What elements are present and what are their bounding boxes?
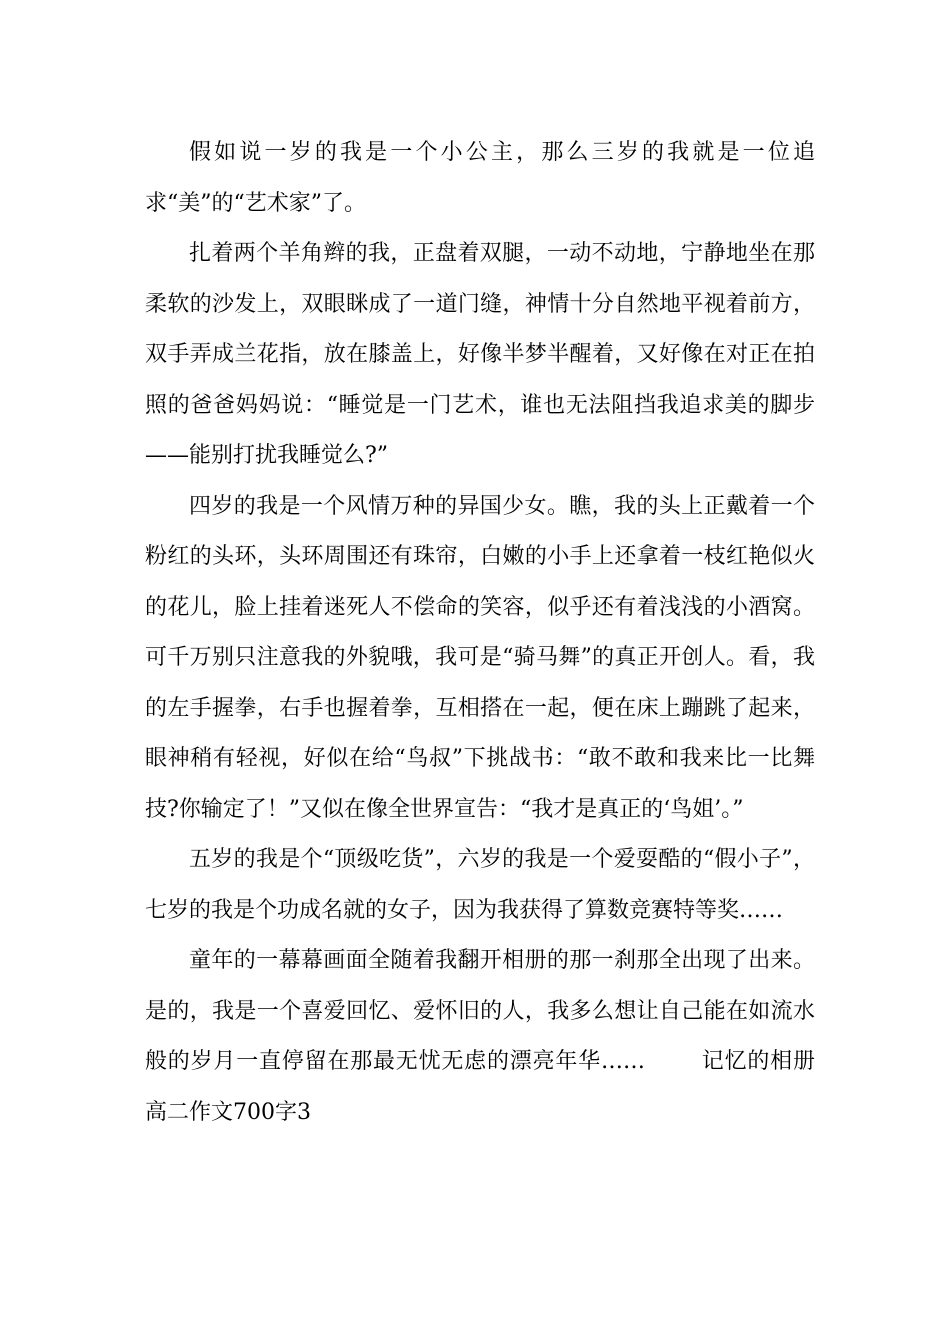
next-article-title: 记忆的相册高二作文700字3 [145, 1049, 815, 1125]
paragraph-2: 扎着两个羊角辫的我，正盘着双腿，一动不动地，宁静地坐在那柔软的沙发上，双眼眯成了一道门缝，神情十分自然地平视着前方，双手弄成兰花指，放在膝盖上，好像半梦半醒着，又好像在对正在拍照的爸爸妈妈说：“睡觉是一门艺术，谁也无法阻挡我追求美的脚步——能别打扰我睡觉么?” [145, 241, 815, 468]
paragraph-3: 四岁的我是一个风情万种的异国少女。瞧，我的头上正戴着一个粉红的头环，头环周围还有珠帘，白嫩的小手上还拿着一枝红艳似火的花儿，脸上挂着迷死人不偿命的笑容，似乎还有着浅浅的小酒窝。可千万别只注意我的外貌哦，我可是“骑马舞”的真正开创人。看，我的左手握拳，右手也握着拳，互相搭在一起，便在床上蹦跳了起来，眼神稍有轻视，好似在给“鸟叔”下挑战书：“敢不敢和我来比一比舞技?你输定了！”又似在像全世界宣告：“我才是真正的‘鸟姐’。” [145, 493, 815, 822]
paragraph-4: 五岁的我是个“顶级吃货”，六岁的我是一个爱耍酷的“假小子”，七岁的我是个功成名就的女子，因为我获得了算数竞赛特等奖…… [145, 847, 815, 923]
paragraph-5-text: 童年的一幕幕画面全随着我翻开相册的那一刹那全出现了出来。是的，我是一个喜爱回忆、爱怀旧的人，我多么想让自己能在如流水般的岁月一直停留在那最无忧无虑的漂亮年华…… [145, 948, 815, 1074]
paragraph-5 [145, 936, 815, 1138]
paragraph-1: 假如说一岁的我是一个小公主，那么三岁的我就是一位追求“美”的“艺术家”了。 [145, 140, 815, 216]
article-body [145, 128, 815, 1138]
